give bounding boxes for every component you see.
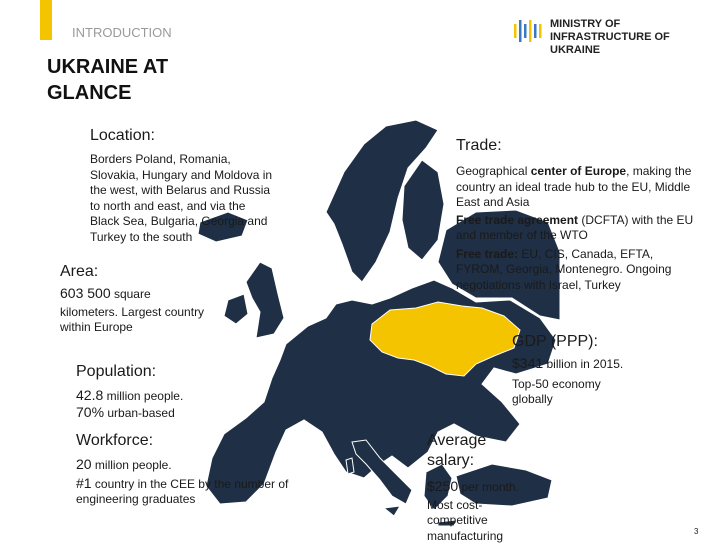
area-text — [60, 286, 220, 303]
gdp-line — [512, 356, 692, 373]
trade-paragraph: and member of the WTO — [456, 228, 696, 244]
salary-note: Most cost-competitive manufacturing — [427, 498, 522, 544]
ministry-name — [550, 18, 700, 57]
rank-text: country in the CEE by the number of engineering graduates — [76, 477, 288, 507]
gdp-text: billion in 2015. — [543, 357, 623, 371]
urban-text: urban-based — [104, 406, 175, 420]
uk-shape — [246, 262, 284, 338]
title-line: GLANCE — [47, 80, 168, 106]
gdp-block — [512, 332, 692, 408]
page-number: 3 — [694, 527, 698, 536]
trade-text: , making the country an ideal trade hub to the EU, Middle East and Asia — [456, 164, 691, 209]
population-heading: Population: — [76, 362, 246, 382]
gdp-value: $341 — [512, 355, 543, 371]
area-value: 603 500 — [60, 285, 111, 301]
population-value: 42.8 — [76, 387, 103, 403]
ministry-line: UKRAINE — [550, 44, 700, 57]
trade-emphasis: center of Europe — [531, 164, 626, 178]
page-title — [47, 54, 168, 106]
trade-paragraph — [456, 247, 696, 294]
gdp-note: Top-50 economy globally — [512, 377, 632, 408]
section-tag: INTRODUCTION — [72, 24, 182, 41]
urban-value: 70% — [76, 404, 104, 420]
trade-emphasis: Free trade agreement — [456, 213, 578, 227]
salary-text: per month. — [458, 480, 519, 494]
trade-text: (DCFTA) with the EU — [578, 213, 693, 227]
area-heading: Area: — [60, 262, 220, 282]
salary-block — [427, 431, 557, 544]
location-block — [90, 126, 275, 245]
title-line: UKRAINE AT — [47, 54, 168, 80]
trade-block — [456, 136, 696, 293]
finland-shape — [402, 160, 444, 260]
population-line — [76, 405, 246, 422]
workforce-line — [76, 476, 336, 508]
trade-paragraph — [456, 213, 696, 229]
trade-emphasis: Free trade: — [456, 247, 518, 261]
location-heading: Location: — [90, 126, 275, 146]
location-text: Borders Poland, Romania, Slovakia, Hungary and Moldova in the west, with Belarus and Russia to north and east, and via the Black Sea, Bulgaria, Georgia and Turkey to the south — [90, 152, 275, 245]
area-description: kilometers. Largest country within Europe — [60, 305, 220, 336]
trade-text: Geographical — [456, 164, 531, 178]
ministry-logo-icon — [514, 18, 544, 44]
sicily-shape — [384, 506, 400, 516]
trade-paragraph — [456, 164, 696, 211]
salary-line — [427, 479, 557, 496]
ministry-line: INFRASTRUCTURE OF — [550, 31, 700, 44]
area-block — [60, 262, 220, 336]
area-unit: square — [111, 287, 151, 301]
trade-text: EU, CIS, Canada, EFTA, FYROM, Georgia, Montenegro. Ongoing negotiations with Israel, Turkey — [456, 247, 671, 292]
salary-heading — [427, 431, 557, 471]
workforce-line — [76, 457, 336, 474]
population-text: million people. — [103, 389, 183, 403]
workforce-text: million people. — [92, 458, 172, 472]
workforce-block — [76, 431, 336, 508]
ministry-line: MINISTRY OF — [550, 18, 700, 31]
population-line — [76, 388, 246, 405]
salary-value: $250 — [427, 478, 458, 494]
population-block — [76, 362, 246, 421]
trade-heading: Trade: — [456, 136, 696, 156]
gdp-heading: GDP (PPP): — [512, 332, 692, 352]
workforce-value: 20 — [76, 456, 92, 472]
workforce-heading: Workforce: — [76, 431, 336, 451]
rank-value: #1 — [76, 475, 92, 491]
accent-bar — [40, 0, 52, 40]
salary-heading-line: Average — [427, 431, 557, 451]
corsica-shape — [346, 458, 354, 474]
ireland-shape — [224, 294, 248, 324]
salary-heading-line: salary: — [427, 451, 557, 471]
